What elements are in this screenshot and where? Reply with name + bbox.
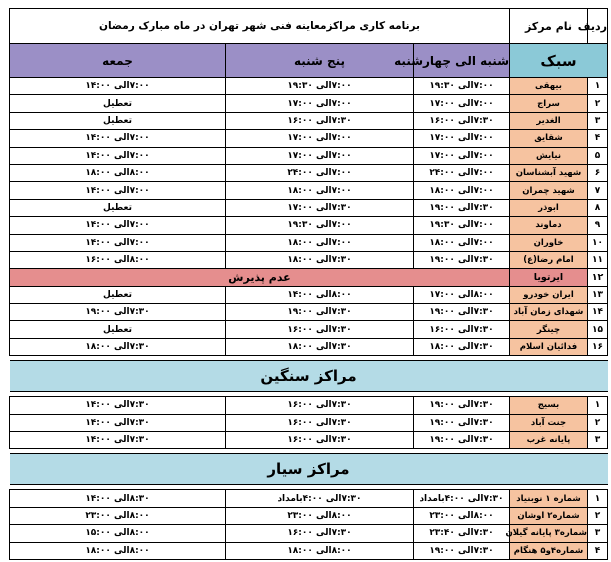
center-name: شماره ۱ نوبنیاد [510, 490, 588, 507]
hours-thu: ۷:۰۰الی ۱۹:۳۰ [226, 217, 414, 234]
row-index: ۱۵ [588, 321, 608, 338]
hours-sat-wed: ۷:۳۰الی ۲۳:۴۰ [414, 525, 510, 542]
heavy-section-rows [10, 397, 608, 449]
center-row [10, 490, 608, 507]
center-name: ایرتویا [510, 269, 588, 286]
col-fri: جمعه [10, 44, 226, 78]
hours-sat-wed: ۷:۳۰الی ۱۹:۰۰ [414, 199, 510, 216]
hours-fri: ۷:۰۰الی ۱۴:۰۰ [10, 217, 226, 234]
hours-thu: ۷:۳۰الی ۱۶:۰۰ [226, 321, 414, 338]
row-index: ۱۴ [588, 304, 608, 321]
center-name: شماره۴و۵ هنگام [510, 542, 588, 559]
row-index: ۱۲ [588, 269, 608, 286]
hours-fri: ۷:۰۰الی ۱۴:۰۰ [10, 147, 226, 164]
row-index: ۲ [588, 507, 608, 524]
col-sat-wed: شنبه الی چهارشنبه [414, 44, 510, 78]
hours-thu: ۷:۳۰الی ۱۶:۰۰ [226, 397, 414, 414]
row-index: ۱ [588, 397, 608, 414]
hours-sat-wed: ۷:۳۰الی ۱۶:۰۰ [414, 321, 510, 338]
center-row-not-accepting [10, 269, 608, 286]
center-row [10, 338, 608, 355]
hours-fri: ۷:۳۰الی ۱۴:۰۰ [10, 397, 226, 414]
center-name: بسیج [510, 397, 588, 414]
hours-thu: ۷:۰۰الی ۱۹:۳۰ [226, 78, 414, 95]
center-name: شهید آبشناسان [510, 164, 588, 181]
row-index: ۹ [588, 217, 608, 234]
hours-thu: ۸:۰۰الی ۲۳:۰۰ [226, 507, 414, 524]
center-row [10, 234, 608, 251]
hours-sat-wed: ۷:۳۰الی ۱۹:۰۰ [414, 542, 510, 559]
center-name: شماره۲ اوشان [510, 507, 588, 524]
hours-sat-wed: ۷:۳۰الی ۱۹:۰۰ [414, 251, 510, 268]
center-row [10, 112, 608, 129]
row-index: ۲ [588, 95, 608, 112]
center-row [10, 78, 608, 95]
row-index: ۱۳ [588, 286, 608, 303]
hours-fri: تعطیل [10, 286, 226, 303]
center-name: شماره۳ پایانه گیلان [510, 525, 588, 542]
hours-fri: ۷:۳۰الی ۱۸:۰۰ [10, 338, 226, 355]
row-index: ۱۰ [588, 234, 608, 251]
center-name: جنت آباد [510, 414, 588, 431]
center-row [10, 286, 608, 303]
center-row [10, 251, 608, 268]
hours-sat-wed: ۷:۰۰الی ۱۷:۰۰ [414, 95, 510, 112]
center-name: ایران خودرو [510, 286, 588, 303]
hours-fri: ۷:۰۰الی ۱۴:۰۰ [10, 78, 226, 95]
hours-thu: ۷:۰۰الی ۱۷:۰۰ [226, 95, 414, 112]
section-heavy-heading: مراکز سنگین [10, 361, 608, 392]
row-index: ۵ [588, 147, 608, 164]
page-title: برنامه کاری مراکزمعاینه فنی شهر تهران در ماه مبارک رمضان [10, 9, 510, 44]
hours-fri: ۷:۳۰الی ۱۹:۰۰ [10, 304, 226, 321]
hours-fri: ۸:۰۰الی ۱۸:۰۰ [10, 164, 226, 181]
section-mobile-heading: مراکز سیار [10, 454, 608, 485]
center-name: خاوران [510, 234, 588, 251]
hours-sat-wed: ۷:۰۰الی ۱۸:۰۰ [414, 182, 510, 199]
center-row [10, 199, 608, 216]
center-name: شقایق [510, 130, 588, 147]
center-row [10, 525, 608, 542]
hours-sat-wed: ۷:۰۰الی ۱۸:۰۰ [414, 234, 510, 251]
center-name: بیهقی [510, 78, 588, 95]
mobile-section-row [10, 454, 608, 485]
mobile-section-rows [10, 490, 608, 560]
row-index: ۸ [588, 199, 608, 216]
row-index: ۶ [588, 164, 608, 181]
hours-thu: ۷:۳۰الی ۱۸:۰۰ [226, 338, 414, 355]
hours-thu: ۷:۳۰الی ۱۷:۰۰ [226, 199, 414, 216]
row-index: ۱ [588, 490, 608, 507]
hours-fri: ۸:۰۰الی ۲۳:۰۰ [10, 507, 226, 524]
row-index: ۲ [588, 414, 608, 431]
hours-sat-wed: ۷:۰۰الی ۱۷:۰۰ [414, 130, 510, 147]
row-index: ۴ [588, 542, 608, 559]
hours-sat-wed: ۷:۳۰الی ۱۹:۰۰ [414, 304, 510, 321]
center-row [10, 507, 608, 524]
center-name: شهدای زمان آباد [510, 304, 588, 321]
hours-thu: ۷:۳۰الی ۱۶:۰۰ [226, 525, 414, 542]
hours-thu: ۷:۰۰الی ۱۷:۰۰ [226, 147, 414, 164]
center-row [10, 397, 608, 414]
row-index: ۷ [588, 182, 608, 199]
col-thu: پنج شنبه [226, 44, 414, 78]
hours-thu: ۷:۳۰الی ۱۶:۰۰ [226, 112, 414, 129]
hours-sat-wed: ۷:۳۰الی ۱۸:۰۰ [414, 338, 510, 355]
row-index: ۱۱ [588, 251, 608, 268]
hours-thu: ۷:۰۰الی ۱۷:۰۰ [226, 130, 414, 147]
center-name: پایانه غرب [510, 432, 588, 449]
light-subheader-row [10, 44, 608, 78]
hours-sat-wed: ۷:۳۰الی ۱۹:۰۰ [414, 397, 510, 414]
hours-fri: ۷:۳۰الی ۱۴:۰۰ [10, 432, 226, 449]
hours-fri: تعطیل [10, 199, 226, 216]
hours-thu: ۷:۳۰الی ۱۶:۰۰ [226, 432, 414, 449]
hours-fri: تعطیل [10, 95, 226, 112]
hours-sat-wed: ۷:۰۰الی ۲۴:۰۰ [414, 164, 510, 181]
center-row [10, 95, 608, 112]
row-index: ۳ [588, 525, 608, 542]
hours-fri: ۷:۳۰الی ۱۴:۰۰ [10, 414, 226, 431]
hours-sat-wed: ۸:۰۰الی ۲۳:۰۰ [414, 507, 510, 524]
center-name: چینگر [510, 321, 588, 338]
hours-thu: ۷:۳۰الی ۱۸:۰۰ [226, 251, 414, 268]
hours-thu: ۷:۰۰الی ۱۸:۰۰ [226, 182, 414, 199]
center-name: ابوذر [510, 199, 588, 216]
row-index: ۱ [588, 78, 608, 95]
row-index: ۳ [588, 112, 608, 129]
center-name: شهید چمران [510, 182, 588, 199]
center-row [10, 147, 608, 164]
hours-sat-wed: ۷:۳۰الی ۱۶:۰۰ [414, 112, 510, 129]
hours-fri: تعطیل [10, 321, 226, 338]
hours-sat-wed: ۸:۰۰الی ۱۷:۰۰ [414, 286, 510, 303]
hours-thu: ۷:۰۰الی ۲۴:۰۰ [226, 164, 414, 181]
hours-sat-wed: ۷:۳۰الی ۴:۰۰بامداد [414, 490, 510, 507]
hours-sat-wed: ۷:۳۰الی ۱۹:۰۰ [414, 432, 510, 449]
row-index: ۳ [588, 432, 608, 449]
hours-sat-wed: ۷:۳۰الی ۱۹:۰۰ [414, 414, 510, 431]
center-name: الغدیر [510, 112, 588, 129]
hours-thu: ۷:۰۰الی ۱۸:۰۰ [226, 234, 414, 251]
hours-fri: ۸:۰۰الی ۱۵:۰۰ [10, 525, 226, 542]
hours-fri: ۷:۰۰الی ۱۴:۰۰ [10, 130, 226, 147]
hours-sat-wed: ۷:۰۰الی ۱۷:۰۰ [414, 147, 510, 164]
center-row [10, 321, 608, 338]
row-index: ۴ [588, 130, 608, 147]
light-section-rows [10, 78, 608, 356]
hours-thu: ۷:۳۰الی ۱۹:۰۰ [226, 304, 414, 321]
hours-fri: ۸:۰۰الی ۱۸:۰۰ [10, 542, 226, 559]
hours-thu: ۷:۳۰الی ۱۶:۰۰ [226, 414, 414, 431]
section-light-heading: سبک [510, 44, 608, 78]
hours-fri: ۷:۰۰الی ۱۴:۰۰ [10, 182, 226, 199]
center-row [10, 432, 608, 449]
center-name: دماوند [510, 217, 588, 234]
header-center-name: نام مرکز [510, 9, 588, 44]
center-name: نیایش [510, 147, 588, 164]
not-accepting-label: عدم پذیرش [10, 269, 510, 286]
hours-fri: ۷:۰۰الی ۱۴:۰۰ [10, 234, 226, 251]
center-name: سراج [510, 95, 588, 112]
hours-thu: ۸:۰۰الی ۱۴:۰۰ [226, 286, 414, 303]
center-name: فدائیان اسلام [510, 338, 588, 355]
schedule-table [9, 8, 608, 560]
header-index: ردیف [588, 9, 608, 44]
hours-thu: ۸:۰۰الی ۱۸:۰۰ [226, 542, 414, 559]
hours-fri: ۸:۰۰الی ۱۶:۰۰ [10, 251, 226, 268]
row-index: ۱۶ [588, 338, 608, 355]
center-row [10, 130, 608, 147]
center-row [10, 164, 608, 181]
hours-sat-wed: ۷:۰۰الی ۱۹:۳۰ [414, 78, 510, 95]
hours-thu: ۷:۳۰الی ۴:۰۰بامداد [226, 490, 414, 507]
center-name: امام رضا(ع) [510, 251, 588, 268]
hours-fri: تعطیل [10, 112, 226, 129]
hours-fri: ۸:۳۰الی ۱۴:۰۰ [10, 490, 226, 507]
center-row [10, 414, 608, 431]
center-row [10, 182, 608, 199]
center-row [10, 304, 608, 321]
header-row [10, 9, 608, 44]
heavy-section-row [10, 361, 608, 392]
hours-sat-wed: ۷:۰۰الی ۱۹:۳۰ [414, 217, 510, 234]
center-row [10, 542, 608, 559]
center-row [10, 217, 608, 234]
